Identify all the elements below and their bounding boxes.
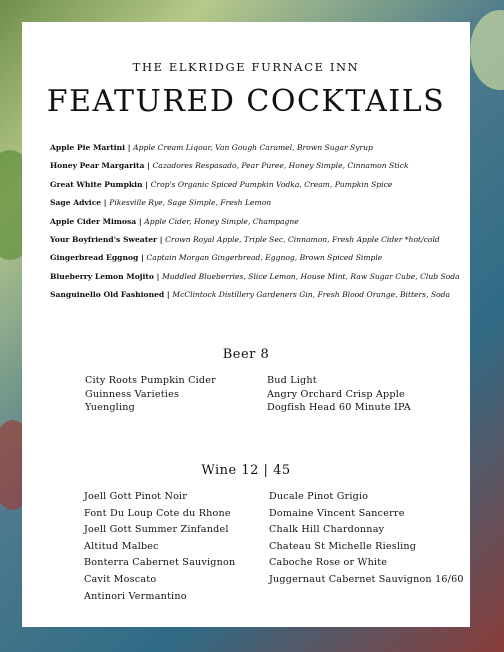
beer-item: Guinness Varieties: [85, 388, 180, 400]
wine-item: Bonterra Cabernet Sauvignon: [84, 557, 236, 569]
cocktail-ingredients: Captain Morgan Gingerbread, Eggnog, Brown Spiced Simple: [146, 253, 383, 263]
wine-item: Caboche Rose or White: [269, 557, 388, 569]
cocktail-name: Sage Advice: [50, 198, 102, 208]
wine-item: Chalk Hill Chardonnay: [269, 524, 385, 536]
cocktail-item: [50, 272, 464, 290]
cocktail-ingredients: Muddled Blueberries, Slice Lemon, House Mint, Raw Sugar Cube, Club Soda: [162, 271, 460, 281]
cocktail-name: Sanguinello Old Fashioned: [50, 290, 165, 300]
cocktail-name: Apple Cider Mimosa: [50, 216, 137, 226]
cocktail-separator: |: [125, 143, 134, 152]
cocktail-name: Great White Pumpkin: [50, 179, 143, 189]
beer-list-right: [267, 375, 411, 416]
cocktail-ingredients: McClintock Distillery Gardeners Gin, Fresh Blood Orange, Bitters, Soda: [172, 290, 451, 300]
beer-item: Yuengling: [85, 402, 135, 413]
beer-item: Angry Orchard Crisp Apple: [267, 388, 405, 400]
background-leaf: [470, 10, 504, 90]
cocktail-separator: |: [138, 253, 147, 263]
cocktail-separator: |: [153, 271, 163, 281]
wine-list-left: [84, 491, 235, 607]
beer-item: Bud Light: [267, 375, 317, 386]
cocktail-item: [50, 161, 464, 179]
inn-name: THE ELKRIDGE FURNACE INN: [132, 60, 360, 74]
wine-list-right: [269, 491, 464, 591]
cocktail-item: [50, 290, 464, 308]
cocktail-separator: |: [142, 179, 151, 189]
wine-item: Joell Gott Pinot Noir: [84, 491, 188, 502]
beer-list-left: [85, 375, 216, 416]
cocktail-item: [50, 253, 464, 271]
cocktail-ingredients: Crop's Organic Spiced Pumpkin Vodka, Cream, Pumpkin Spice: [150, 179, 393, 189]
cocktail-ingredients: Cazadores Respasado, Pear Puree, Honey Simple, Cinnamon Stick: [152, 161, 409, 171]
cocktail-item: [50, 180, 464, 198]
cocktail-separator: |: [144, 161, 153, 171]
page-title: FEATURED COCKTAILS: [46, 84, 446, 119]
wine-item: Font Du Loup Cote du Rhone: [84, 507, 231, 519]
wine-item: Joell Gott Summer Zinfandel: [84, 524, 229, 536]
beer-item: Dogfish Head 60 Minute IPA: [267, 402, 411, 413]
wine-item: Chateau St Michelle Riesling: [269, 540, 417, 552]
cocktail-item: [50, 143, 464, 161]
cocktail-ingredients: Apple Cream Liqour, Van Gough Caramel, Brown Sugar Syrup: [133, 143, 373, 152]
beer-section-title: Beer 8: [222, 347, 270, 362]
wine-item: Ducale Pinot Grigio: [269, 491, 369, 502]
wine-section-title: Wine 12 | 45: [201, 463, 291, 478]
cocktail-item: [50, 217, 464, 235]
cocktail-separator: |: [101, 198, 110, 208]
cocktail-ingredients: Crown Royal Apple, Triple Sec, Cinnamon, Fresh Apple Cider *hot/cold: [165, 234, 440, 244]
cocktail-item: [50, 235, 464, 253]
beer-item: City Roots Pumpkin Cider: [85, 375, 216, 386]
cocktail-name: Apple Pie Martini: [50, 143, 126, 152]
cocktail-list: [50, 143, 464, 309]
cocktail-name: Gingerbread Eggnog: [50, 253, 139, 263]
wine-item: Juggernaut Cabernet Sauvignon 16/60: [269, 573, 464, 585]
wine-item: Antinori Vermantino: [84, 590, 187, 602]
cocktail-separator: |: [136, 216, 145, 226]
wine-item: Altitud Malbec: [84, 540, 159, 552]
cocktail-name: Your Boyfriend's Sweater: [50, 234, 158, 244]
cocktail-name: Blueberry Lemon Mojito: [50, 271, 154, 281]
wine-item: Domaine Vincent Sancerre: [269, 507, 405, 519]
cocktail-ingredients: Pikesville Rye, Sage Simple, Fresh Lemon: [109, 198, 272, 208]
cocktail-ingredients: Apple Cider, Honey Simple, Champagne: [144, 216, 299, 226]
menu-card: [22, 22, 470, 627]
cocktail-separator: |: [164, 290, 173, 300]
wine-item: Cavit Moscato: [84, 573, 157, 585]
cocktail-item: [50, 198, 464, 216]
cocktail-separator: |: [157, 234, 166, 244]
cocktail-name: Honey Pear Margarita: [50, 161, 145, 171]
